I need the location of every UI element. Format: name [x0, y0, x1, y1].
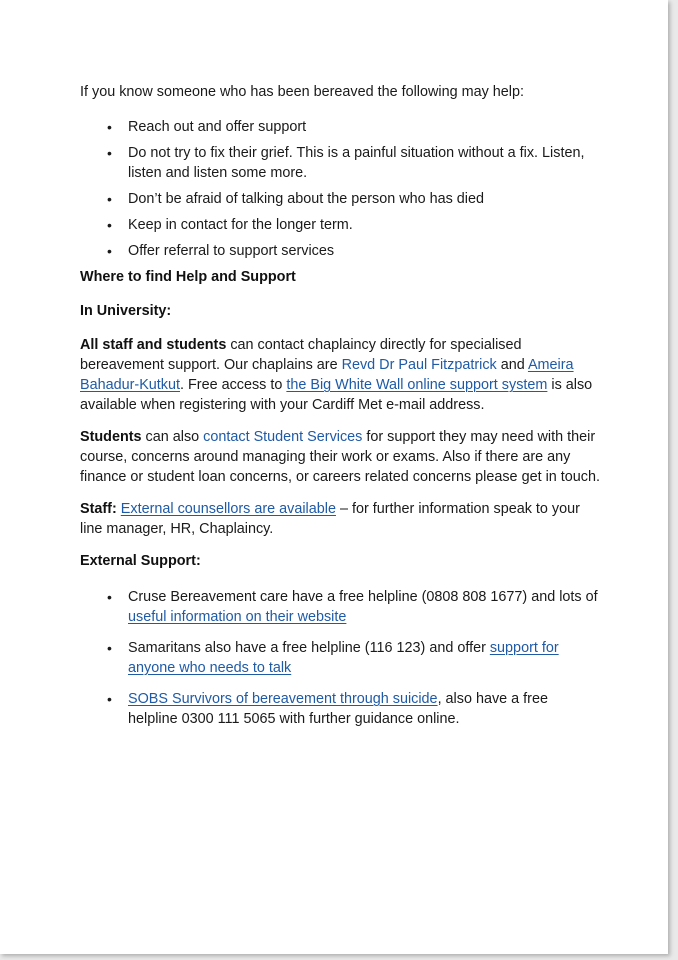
external-counsellors-link[interactable]: External counsellors are available [120, 501, 336, 517]
list-item: • Reach out and offer support [107, 119, 307, 135]
bullet-icon: • [107, 691, 112, 707]
chaplain-paul-link[interactable]: Revd Dr Paul Fitzpatrick [341, 357, 497, 373]
bullet-icon: • [107, 589, 112, 605]
sobs-link[interactable]: SOBS Survivors of bereavement through suicide [128, 691, 438, 707]
bullet-icon: • [107, 243, 112, 259]
document-content [80, 82, 600, 740]
big-white-wall-link[interactable]: the Big White Wall online support system [286, 377, 548, 393]
cruse-website-link[interactable]: useful information on their website [128, 609, 347, 625]
staff-paragraph: Staff: External counsellors are available – for further information speak to your line manager, HR, Chaplaincy. [80, 501, 580, 537]
bullet-icon: • [107, 217, 112, 233]
list-item: • Keep in contact for the longer term. [107, 217, 353, 233]
list-item: • Cruse Bereavement care have a free helpline (0808 808 1677) and lots of useful information on their website [107, 589, 598, 625]
student-services-link[interactable]: contact Student Services [203, 429, 363, 445]
students-paragraph: Students can also contact Student Services for support they may need with their course, concerns around managing their work or exams. Also if there are any finance or student loan concerns, or careers related concerns please get in touch. [80, 429, 600, 485]
list-item: • Samaritans also have a free helpline (116 123) and offer support for anyone who needs to talk [107, 640, 559, 676]
samaritans-support-link[interactable]: support for anyone who needs to talk [128, 640, 559, 676]
university-heading: In University: [80, 303, 172, 319]
chaplain-ameira-link[interactable]: Ameira Bahadur-Kutkut [80, 357, 574, 393]
tips-list [80, 117, 600, 261]
bullet-icon: • [107, 119, 112, 135]
bullet-icon: • [107, 640, 112, 656]
list-item: • Don’t be afraid of talking about the person who has died [107, 191, 485, 207]
help-heading: Where to find Help and Support [80, 269, 296, 285]
list-item: • SOBS Survivors of bereavement through suicide, also have a free helpline 0300 111 5065 with further guidance online. [107, 691, 548, 727]
list-item: • Offer referral to support services [107, 243, 335, 259]
external-support-list [80, 587, 600, 729]
external-support-heading: External Support: [80, 553, 201, 569]
list-item: • Do not try to fix their grief. This is a painful situation without a fix. Listen, listen and listen some more. [107, 145, 585, 181]
intro-text: If you know someone who has been bereaved the following may help: [80, 84, 524, 100]
all-staff-paragraph: All staff and students can contact chaplaincy directly for specialised bereavement support. Our chaplains are Revd Dr Paul Fitzpatrick and Ameira Bahadur-Kutkut. Free access to the Big White Wall online support system is also available when registering with your Cardiff Met e-mail address. [80, 337, 593, 413]
bullet-icon: • [107, 191, 112, 207]
bullet-icon: • [107, 145, 112, 161]
